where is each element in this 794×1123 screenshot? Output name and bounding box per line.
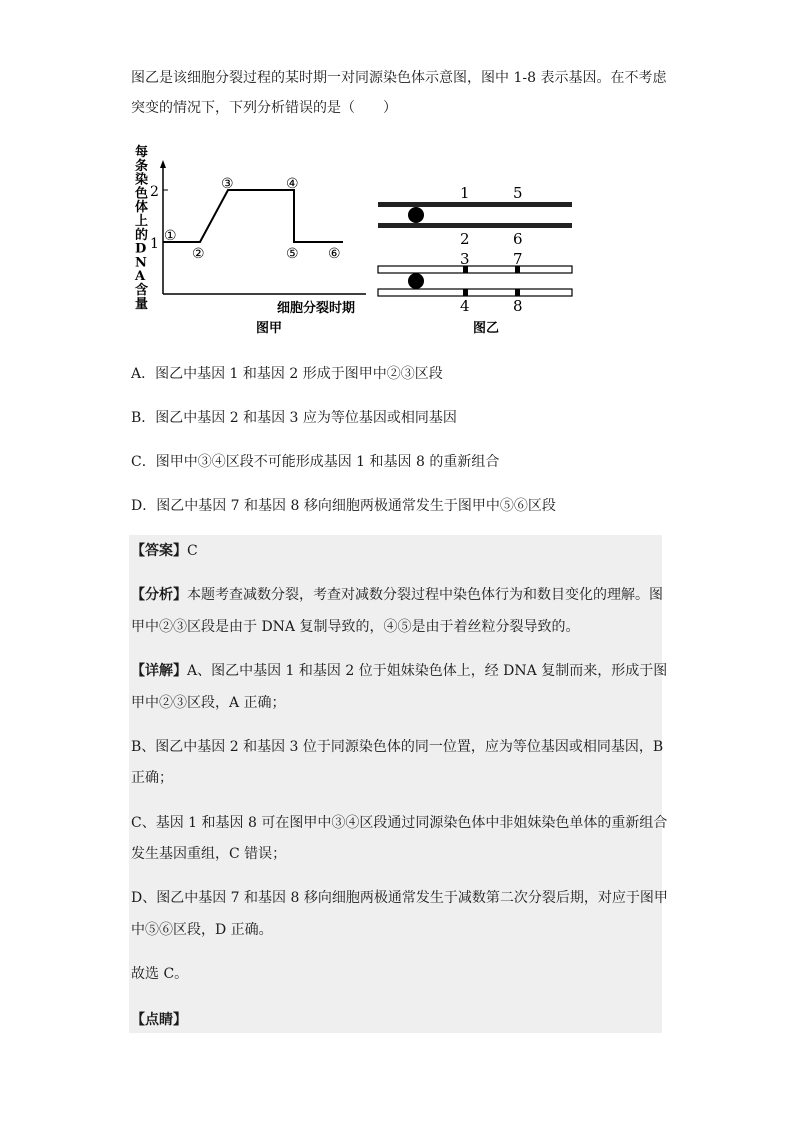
y-tick-2: 2 bbox=[150, 184, 159, 200]
conclusion: 故选 C。 bbox=[131, 966, 189, 982]
gene-label-2: 2 bbox=[460, 230, 470, 248]
gene-label-1: 1 bbox=[460, 184, 470, 202]
answer-label: 【答案】 bbox=[131, 543, 187, 559]
dna-content-line bbox=[163, 190, 343, 242]
y-axis-label-char: 染 bbox=[135, 172, 149, 188]
solution-background bbox=[129, 535, 662, 1033]
detail-line-b2: 正确； bbox=[131, 770, 173, 786]
option-a: A．图乙中基因 1 和基因 2 形成于图甲中②③区段 bbox=[131, 366, 443, 382]
y-axis-label-char: N bbox=[135, 255, 147, 271]
analysis-line-2: 甲中②③区段是由于 DNA 复制导致的，④⑤是由于着丝粒分裂导致的。 bbox=[131, 619, 580, 635]
y-axis-label-char: A bbox=[135, 269, 146, 285]
figure-b-diagram bbox=[378, 184, 572, 336]
chromatid-1 bbox=[378, 202, 572, 207]
comment-label: 【点睛】 bbox=[131, 1012, 187, 1028]
answer-value: C bbox=[187, 543, 198, 559]
y-axis-arrow bbox=[160, 160, 166, 168]
point-5: ⑤ bbox=[286, 246, 299, 262]
option-b: B．图乙中基因 2 和基因 3 应为等位基因或相同基因 bbox=[131, 410, 457, 426]
analysis-line-1 bbox=[131, 585, 663, 605]
option-d: D．图乙中基因 7 和基因 8 移向细胞两极通常发生于图甲中⑤⑥区段 bbox=[131, 498, 556, 514]
gene-label-5: 5 bbox=[513, 184, 523, 202]
y-axis-label-char: 量 bbox=[135, 296, 149, 312]
detail-line-b1: B、图乙中基因 2 和基因 3 位于同源染色体的同一位置，应为等位基因或相同基因，B bbox=[131, 739, 664, 755]
point-4: ④ bbox=[286, 176, 299, 192]
y-tick-1: 1 bbox=[150, 236, 159, 252]
gene-label-4: 4 bbox=[460, 297, 470, 315]
point-1: ① bbox=[164, 228, 177, 244]
gene-label-7: 7 bbox=[513, 250, 523, 268]
detail-line-a1 bbox=[131, 661, 667, 681]
y-axis-label-char: D bbox=[135, 241, 147, 257]
centromere-top bbox=[408, 207, 424, 223]
chromatid-2 bbox=[378, 223, 572, 228]
analysis-label: 【分析】 bbox=[131, 587, 187, 603]
point-2: ② bbox=[192, 246, 205, 262]
option-c: C．图甲中③④区段不可能形成基因 1 和基因 8 的重新组合 bbox=[131, 454, 500, 470]
y-axis-label-char: 每 bbox=[135, 145, 149, 160]
detail-line-d2: 中⑤⑥区段，D 正确。 bbox=[131, 922, 273, 938]
gene-label-8: 8 bbox=[513, 297, 523, 315]
analysis-text-1: 本题考查减数分裂，考查对减数分裂过程中染色体行为和数目变化的理解。图 bbox=[187, 587, 663, 603]
figure-b-caption: 图乙 bbox=[473, 321, 500, 336]
y-axis-label bbox=[134, 144, 148, 312]
gene-label-6: 6 bbox=[513, 230, 523, 248]
chromatid-3 bbox=[378, 266, 572, 273]
answer-line bbox=[131, 541, 198, 561]
point-6: ⑥ bbox=[328, 246, 341, 262]
y-axis-label-char: 含 bbox=[135, 283, 149, 298]
detail-line-c1: C、基因 1 和基因 8 可在图甲中③④区段通过同源染色体中非姐妹染色单体的重新组合 bbox=[131, 815, 668, 831]
question-line-2: 突变的情况下，下列分析错误的是（ ） bbox=[131, 100, 397, 116]
detail-line-c2: 发生基因重组，C 错误； bbox=[131, 846, 287, 862]
detail-line-d1: D、图乙中基因 7 和基因 8 移向细胞两极通常发生于减数第二次分裂后期，对应于图甲 bbox=[131, 890, 668, 906]
gene-marker-8 bbox=[515, 289, 520, 296]
point-3: ③ bbox=[221, 176, 234, 192]
figure-a-chart bbox=[134, 144, 366, 336]
gene-marker-4 bbox=[463, 289, 468, 296]
gene-label-3: 3 bbox=[460, 250, 470, 268]
detail-line-a2: 甲中②③区段，A 正确； bbox=[131, 695, 286, 711]
y-axis-label-char: 的 bbox=[135, 227, 149, 243]
y-axis-label-char: 体 bbox=[135, 200, 149, 216]
question-line-1: 图乙是该细胞分裂过程的某时期一对同源染色体示意图，图中 1-8 表示基因。在不考虑 bbox=[131, 70, 667, 86]
chromatid-4 bbox=[378, 289, 572, 296]
centromere-bottom bbox=[408, 273, 424, 289]
y-axis-label-char: 上 bbox=[135, 214, 149, 229]
y-axis-label-char: 色 bbox=[135, 186, 149, 202]
detail-label: 【详解】 bbox=[131, 663, 187, 679]
figure-a-caption: 图甲 bbox=[256, 321, 283, 336]
x-axis-label: 细胞分裂时期 bbox=[277, 301, 356, 316]
detail-text-a1: A、图乙中基因 1 和基因 2 位于姐妹染色体上，经 DNA 复制而来，形成于图 bbox=[187, 663, 668, 679]
y-axis-label-char: 条 bbox=[135, 158, 149, 174]
figures bbox=[0, 130, 794, 380]
